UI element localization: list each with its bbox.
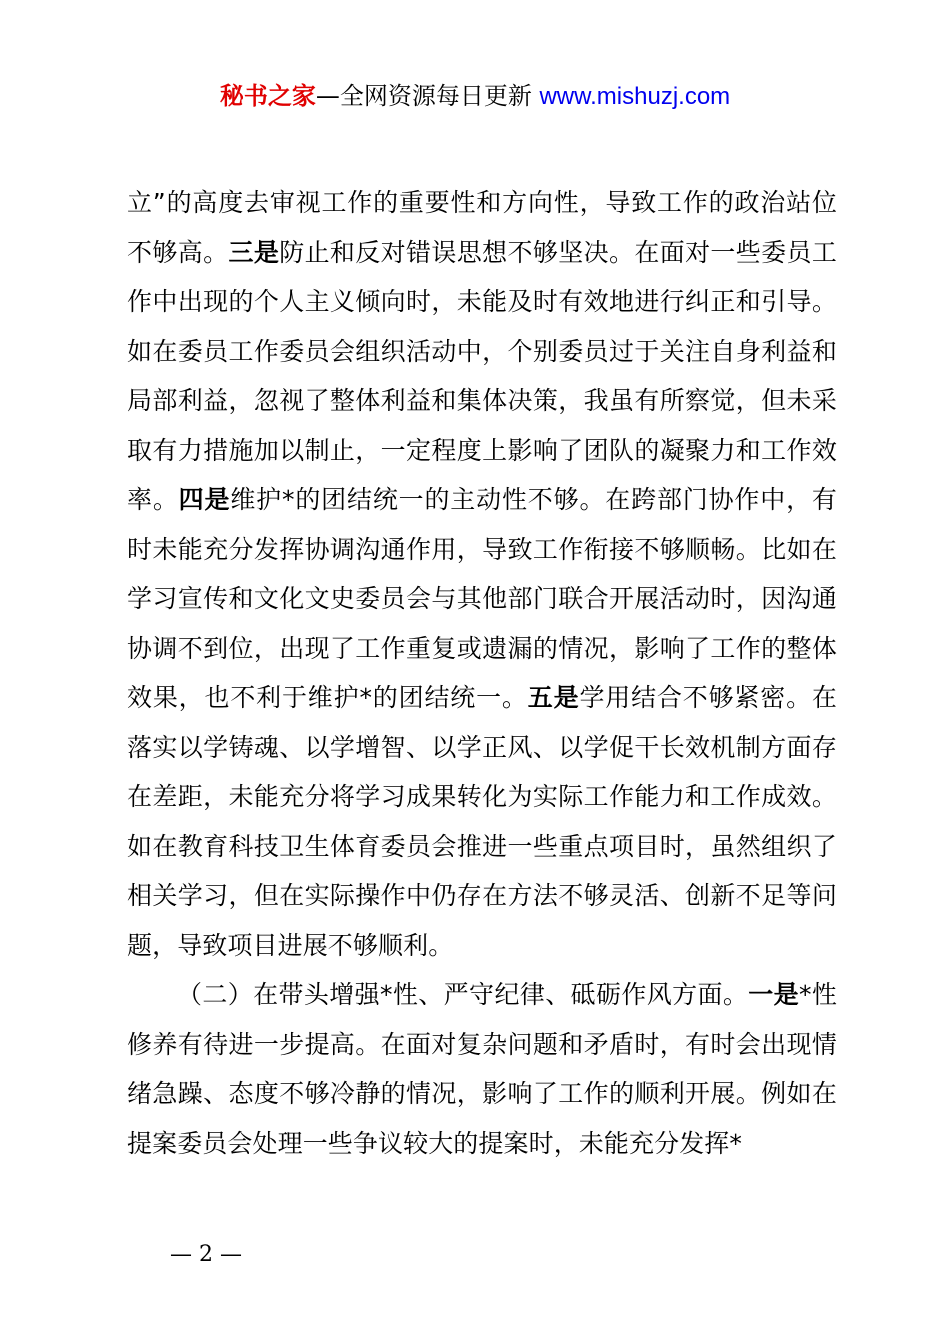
header-tagline: —全网资源每日更新 (315, 82, 540, 110)
brand-name: 秘书之家 (219, 82, 316, 110)
paragraph-text: 维护*的团结统一的主动性不够。在跨部门协作中，有时未能充分发挥协调沟通作用，导致工作衔接不够顺畅。比如在学习宣传和文化文史委员会与其他部门联合开展活动时，因沟通协调不到位，出现了工作重复或遗漏的情况，影响了工作的整体效果，也不利于维护*的团结统一。 (127, 485, 838, 712)
site-header (0, 80, 950, 113)
page-number: — 2 — (170, 1242, 242, 1267)
paragraph-section-two (127, 970, 837, 1168)
paragraph-text: 防止和反对错误思想不够坚决。在面对一些委员工作中出现的个人主义倾向时，未能及时有效地进行纠正和引导。如在委员工作委员会组织活动中，个别委员过于关注自身利益和局部利益，忽视了整体利益和集体决策，我虽有所察觉，但未采取有力措施加以制止，一定程度上影响了团队的凝聚力和工作效率。 (127, 237, 837, 514)
section-heading: （二）在带头增强*性、严守纪律、砥砺作风方面。 (177, 980, 749, 1009)
emphasis-label: 一是 (748, 980, 800, 1009)
paragraph-text: *性修养有待进一步提高。在面对复杂问题和矛盾时，有时会出现情绪急躁、态度不够冷静的情况，影响了工作的顺利开展。例如在提案委员会处理一些争议较大的提案时，未能充分发挥* (127, 980, 837, 1158)
site-url-link[interactable]: www.mishuzj.com (539, 83, 731, 110)
paragraph-continued (127, 178, 837, 970)
document-body (127, 178, 837, 1168)
emphasis-label: 五是 (527, 683, 580, 712)
paragraph-text: 立”的高度去审视工作的重要性和方向性，导致工作的政治站位不够高。 (127, 188, 837, 267)
emphasis-label: 三是 (228, 237, 280, 267)
paragraph-text: 学用结合不够紧密。在落实以学铸魂、以学增智、以学正风、以学促干长效机制方面存在差距，未能充分将学习成果转化为实际工作能力和工作成效。如在教育科技卫生体育委员会推进一些重点项目时，虽然组织了相关学习，但在实际操作中仍存在方法不够灵活、创新不足等问题，导致项目进展不够顺利。 (127, 683, 837, 960)
emphasis-label: 四是 (178, 485, 231, 514)
